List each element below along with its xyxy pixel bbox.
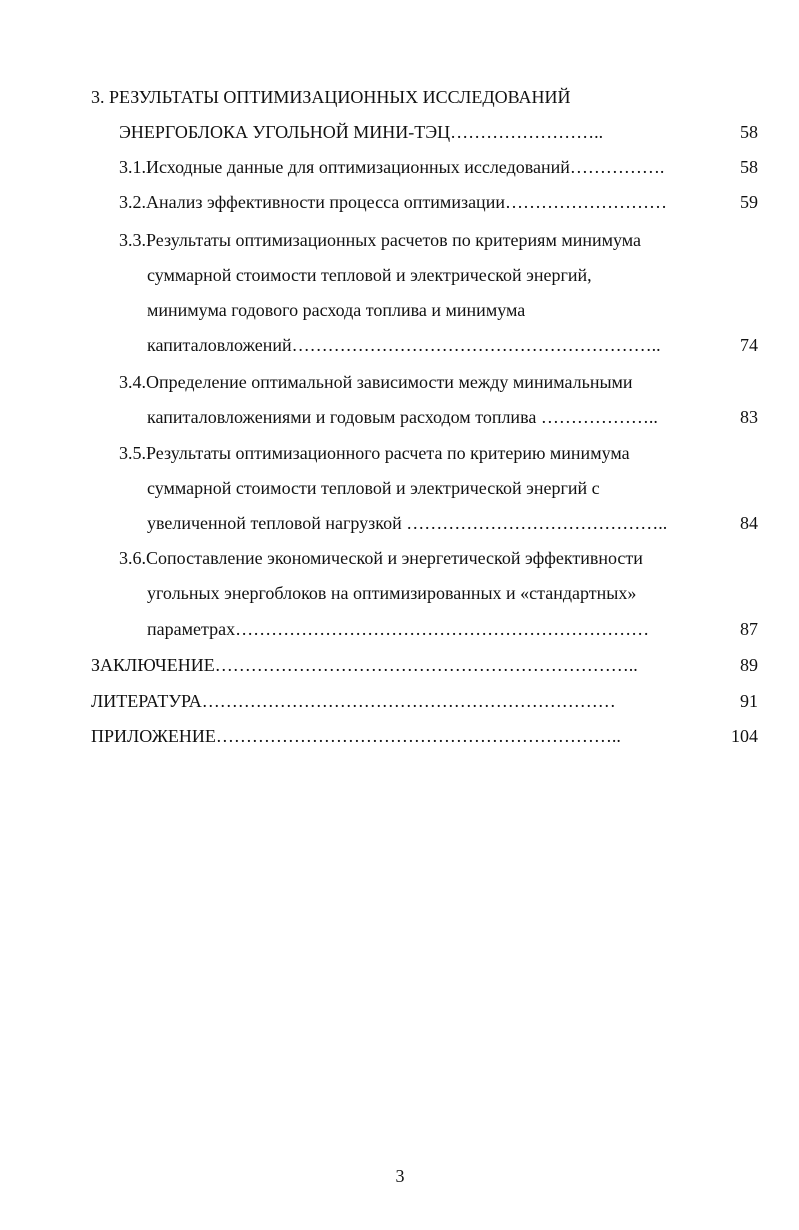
toc-conclusion-page: 89 <box>740 655 758 675</box>
footer-page-number: 3 <box>395 1166 405 1186</box>
toc-section-3-4-title-line-2: капиталовложениями и годовым расходом топлива ……………….. <box>147 407 658 427</box>
toc-section-3-2-title: 3.2.Анализ эффективности процесса оптимизации……………………… <box>119 192 667 212</box>
toc-section-3-5-title-line-2: суммарной стоимости тепловой и электрической энергий с <box>147 478 600 498</box>
toc-section-3-6-page: 87 <box>740 619 758 639</box>
toc-section-3-6-title-line-2: угольных энергоблоков на оптимизированных и «стандартных» <box>147 583 637 603</box>
toc-section-3-1-page: 58 <box>740 157 758 177</box>
toc-chapter-3-page: 58 <box>740 122 758 142</box>
toc-literature-title: ЛИТЕРАТУРА…………………………………………………………… <box>91 691 616 711</box>
toc-appendix-title: ПРИЛОЖЕНИЕ………………………………………………………….. <box>91 726 621 746</box>
toc-chapter-3-title-line-1: 3. РЕЗУЛЬТАТЫ ОПТИМИЗАЦИОННЫХ ИССЛЕДОВАНИЙ <box>91 87 571 107</box>
toc-section-3-3-title-line-1: 3.3.Результаты оптимизационных расчетов по критериям минимума <box>119 230 642 250</box>
toc-section-3-3-title-line-4: капиталовложений…………………………………………………….. <box>147 335 661 355</box>
toc-literature-page: 91 <box>740 691 758 711</box>
toc-section-3-4-page: 83 <box>740 407 758 427</box>
toc-conclusion-title: ЗАКЛЮЧЕНИЕ…………………………………………………………….. <box>91 655 638 675</box>
toc-section-3-3-title-line-2: суммарной стоимости тепловой и электрической энергий, <box>147 265 592 285</box>
toc-section-3-6-title-line-1: 3.6.Сопоставление экономической и энергетической эффективности <box>119 548 643 568</box>
toc-section-3-5-title-line-1: 3.5.Результаты оптимизационного расчета по критерию минимума <box>119 443 630 463</box>
toc-section-3-5-title-line-3: увеличенной тепловой нагрузкой …………………………………….. <box>147 513 668 533</box>
toc-chapter-3-title-line-2: ЭНЕРГОБЛОКА УГОЛЬНОЙ МИНИ-ТЭЦ…………………….. <box>119 122 604 142</box>
toc-section-3-5-page: 84 <box>740 513 758 533</box>
toc-section-3-4-title-line-1: 3.4.Определение оптимальной зависимости между минимальными <box>119 372 633 392</box>
toc-section-3-6-title-line-3: параметрах…………………………………………………………… <box>147 619 650 639</box>
toc-section-3-3-title-line-3: минимума годового расхода топлива и минимума <box>147 300 526 320</box>
toc-appendix-page: 104 <box>731 726 758 746</box>
toc-section-3-3-page: 74 <box>740 335 758 355</box>
toc-section-3-1-title: 3.1.Исходные данные для оптимизационных исследований……………. <box>119 157 665 177</box>
toc-section-3-2-page: 59 <box>740 192 758 212</box>
